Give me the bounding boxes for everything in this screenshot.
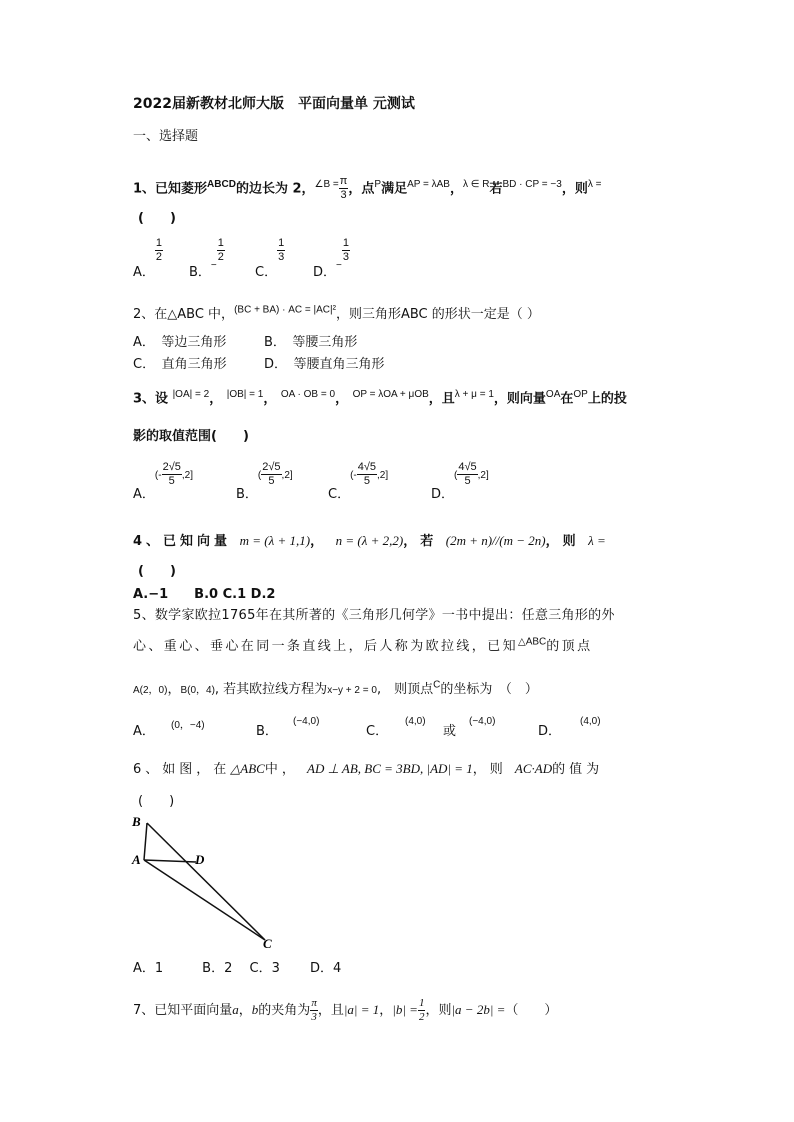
q6-text-4: 的值为: [552, 762, 604, 777]
q1-text-4: 满足: [381, 181, 408, 197]
q3-cond-3: OA · OB = 0: [280, 389, 336, 400]
q5-line-3: A(2，0)，B(0，4), 若其欧拉线方程为x−y + 2 = 0, 则顶点$^C$的坐标为 （ ）: [133, 679, 538, 697]
q3-line-2: [133, 425, 249, 444]
q3-cond-2: |OB| = 1: [226, 389, 264, 400]
q4-text-3: ，则: [545, 534, 580, 549]
q3-text-5: 上的投: [587, 391, 627, 407]
q6-answer-paren: ( ): [138, 794, 175, 809]
q3-text-6: 影的取值范围: [133, 429, 212, 444]
q7-cond-a: |a| = 1: [343, 1002, 380, 1017]
q1-lambda-eq: λ =: [587, 179, 602, 190]
q6-options: A．1 B．2 C．3 D．4: [133, 961, 342, 976]
q3-text-2: ，且: [428, 391, 455, 407]
q3-text: 3、设: [133, 391, 169, 407]
question-2: [133, 303, 540, 322]
q4-answer-paren: ( ): [138, 564, 176, 579]
q3-text-3: ，则向量: [493, 391, 546, 407]
q6-triangle: △ABC: [230, 761, 265, 776]
q3-option-c: C．(- $\frac{4√5}{5}$ ,2]: [328, 461, 389, 502]
q3-option-d: D．( $\frac{4√5}{5}$ ,2]: [431, 461, 489, 502]
q4-vec-n: n = (λ + 2,2): [335, 533, 404, 548]
q3-text-4: 在: [560, 391, 574, 407]
q5-line-2: [133, 635, 592, 654]
q2-text-2: ，则三角形ABC 的形状一定是（ ）: [335, 307, 540, 322]
q1-option-b: B．$_-$ $\frac{1}{2}$: [189, 237, 224, 280]
q1-lambda-real: λ ∈ R: [463, 179, 490, 190]
q7-text-5: ，: [379, 1003, 393, 1018]
q3-option-b: B．( $\frac{2√5}{5}$ ,2]: [236, 461, 293, 502]
q7-answer-paren: （ ）: [505, 1003, 558, 1018]
q7-text-4: ，且: [317, 1003, 344, 1018]
label-d: D: [195, 852, 205, 867]
q5-text-2: 的顶点: [546, 639, 593, 654]
q3-cond-4: OP = λOA + μOB: [352, 389, 429, 400]
segment-ad: [144, 860, 196, 862]
q7-text-3: 的夹角为: [258, 1003, 311, 1018]
segment-ac: [144, 860, 265, 940]
q7-one-half: $\frac{1}{2}$: [418, 997, 425, 1023]
q5-option-c-value-2: (−4,0): [469, 716, 496, 727]
q1-option-d: D．$_-$ $\frac{1}{3}$: [313, 237, 349, 280]
label-a: A: [132, 852, 141, 867]
q5-text: 心、重心、垂心在同一条直线上，后人称为欧拉线，已知: [133, 639, 519, 654]
q5-option-c-or: 或: [443, 724, 457, 739]
q3-vec-op: OP: [573, 389, 588, 400]
q5-option-b-label: B．: [256, 724, 278, 739]
segment-bc: [147, 823, 265, 940]
q1-answer-paren: ( ): [138, 211, 176, 226]
q1-condition: AP = λAB: [407, 179, 450, 190]
q6-text-3: ，则: [472, 762, 507, 777]
q1-abcd: ABCD: [207, 179, 236, 190]
q3-cond-5: λ + μ = 1: [454, 389, 494, 400]
question-7: [133, 995, 557, 1026]
q5-option-a-value: (0，−4): [171, 720, 205, 731]
q5-point-c: C: [433, 679, 441, 691]
q4-vec-m: m = (λ + 1,1): [239, 533, 311, 548]
q1-text-3: ，点: [348, 181, 375, 197]
q2-option-b: B． 等腰三角形: [264, 335, 358, 350]
q4-text-2: ，若: [403, 534, 438, 549]
q7-vec-b: b: [251, 1002, 259, 1017]
q1-option-c: C． $\frac{1}{3}$: [255, 237, 285, 280]
q5-point-a: A(2，0): [133, 685, 168, 696]
segment-ba: [144, 823, 147, 860]
q1-dot-product: BD · CP = −3: [502, 179, 562, 190]
q1-text: 1、已知菱形: [133, 181, 208, 197]
q5-euler-line: x−y + 2 = 0: [327, 685, 377, 696]
q5-point-b: B(0，4): [180, 685, 215, 696]
q5-text-5: 的坐标为 （ ）: [440, 682, 538, 697]
page-title: 2022届新教材北师大版 平面向量单 元测试: [133, 96, 415, 112]
q7-vec-a: a: [232, 1002, 239, 1017]
q3-cond-1: |OA| = 2: [172, 389, 210, 400]
q1-angle: ∠B =: [314, 179, 339, 190]
q5-text-3: , 若其欧拉线方程为: [214, 682, 328, 697]
q3-vec-oa: OA: [545, 389, 561, 400]
q4-condition: (2m + n)//(m − 2n): [445, 533, 546, 548]
q5-option-b-value: (−4,0): [293, 716, 320, 727]
q2-option-d: D． 等腰直角三角形: [264, 357, 385, 372]
q7-text-6: ，则: [425, 1003, 452, 1018]
question-4: 4、已知向量 m = (λ + 1,1)， n = (λ + 2,2)，若 (2m + n)//(m − 2n)，则 λ =: [133, 533, 606, 549]
q4-lambda-eq: λ =: [588, 533, 606, 548]
q1-pi-over-3: $\frac{\pi}{3}$: [339, 175, 348, 202]
q7-text: 7、已知平面向量: [133, 1003, 233, 1018]
q1-text-5: 若: [489, 181, 503, 197]
q5-text-4: , 则顶点: [376, 682, 434, 697]
q5-option-d-value: (4,0): [580, 716, 601, 727]
q1-point-p: P: [374, 179, 382, 190]
q5-option-c-value-1: (4,0): [405, 716, 426, 727]
q1-text-2: 的边长为 2，: [235, 181, 315, 197]
q7-text-2: ，: [238, 1003, 252, 1018]
q1-option-a: A． $\frac{1}{2}$: [133, 237, 163, 280]
q1-text-6: ，则: [561, 181, 588, 197]
q6-condition: AD ⊥ AB, BC = 3BD, |AD| = 1: [307, 761, 473, 776]
q5-option-a-label: A．: [133, 724, 155, 739]
q6-text-2: 中，: [264, 762, 299, 777]
q7-cond-b: |b| =: [392, 1002, 418, 1017]
section-heading: 一、选择题: [133, 129, 199, 144]
q6-expression: AC·AD: [514, 761, 553, 776]
q5-triangle: △ABC: [518, 636, 547, 648]
q5-line-1: 5、数学家欧拉1765年在其所著的《三角形几何学》一书中提出：任意三角形的外: [133, 608, 615, 623]
q3-option-a: A．(- $\frac{2√5}{5}$ ,2]: [133, 461, 193, 502]
label-b: B: [132, 814, 141, 829]
q4-options: A.−1 B.0 C.1 D.2: [133, 587, 276, 602]
q7-expression: |a − 2b| =: [451, 1002, 506, 1017]
q5-option-d-label: D．: [538, 724, 562, 739]
q3-answer-paren: ( ): [211, 429, 249, 444]
label-c: C: [263, 936, 272, 950]
q4-text: 4、已知向量: [133, 534, 232, 549]
q2-option-c: C． 直角三角形: [133, 357, 227, 372]
question-6: [133, 758, 603, 777]
q2-text: 2、在△ABC 中，: [133, 307, 235, 322]
q5-option-c-label: C．: [366, 724, 389, 739]
q2-option-a: A． 等边三角形: [133, 335, 227, 350]
q2-expression: (BC + BA) · AC = |AC|²: [234, 304, 336, 316]
q6-triangle-figure: [130, 810, 280, 950]
q6-text: 6、如图，在: [133, 762, 231, 777]
question-3: 3、设 $^{|OA| = 2}$， $^{|OB| = 1}$， $^{OA \cdot OB = 0}$， $^{OP = \lambda OA + \mu OB}$，且$^{\lambda + \mu = 1}$，则向量$^{OA}$在$^{OP}$上的投: [133, 389, 627, 407]
question-1: 1、已知菱形$^{ABCD}$的边长为 2，$^{\angle B =}$ $\frac{\pi}{3}$ ，点$^P$满足$^{AP = \lambda AB}$，$^{\lambda \in R}$若$^{BD \cdot CP = -3}$，则$^{\lambda =}$: [133, 175, 602, 202]
q7-pi-over-3: $\frac{\pi}{3}$: [311, 997, 317, 1023]
